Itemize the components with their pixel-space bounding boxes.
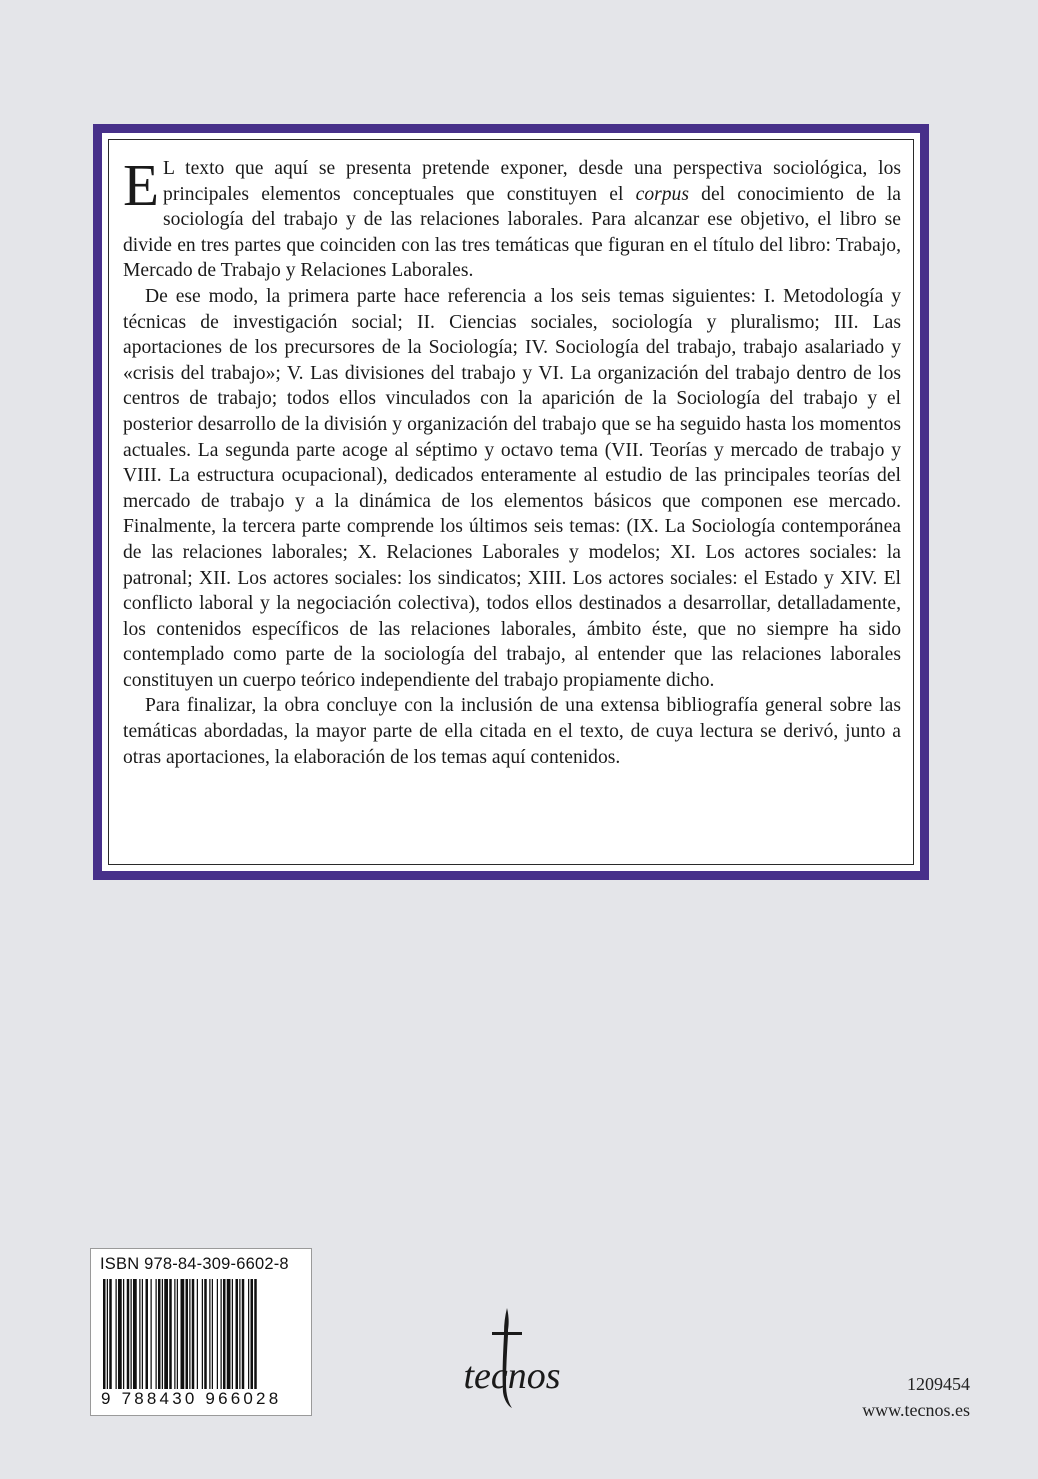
italic-word: corpus	[635, 183, 689, 205]
blurb-frame	[93, 124, 929, 880]
blurb-text-box	[108, 139, 914, 865]
blurb-frame-inner	[102, 133, 920, 871]
blurb-paragraph-3: Para finalizar, la obra concluye con la inclusión de una extensa bibliografía general sobre las temáticas abordadas, la mayor parte de ella citada en el texto, de cuya lectura se derivó, junto a otras aportaciones, la elaboración de los temas aquí contenidos.	[123, 695, 901, 768]
drop-cap: E	[123, 152, 160, 218]
paragraph-1-end: del conocimiento de la sociología del trabajo y de las relaciones laborales. Para alcanzar ese objetivo, el libro se divide en tres partes que coinciden con las tres temáticas que figuran en el título del libro: Trabajo, Mercado de Trabajo y Relaciones Laborales.	[123, 183, 901, 282]
blurb-paragraph-1	[123, 152, 901, 284]
isbn-label: ISBN 978-84-309-6602-8	[100, 1255, 289, 1273]
barcode-digits: 9 788430 966028	[101, 1389, 282, 1408]
publisher-url[interactable]: www.tecnos.es	[862, 1400, 970, 1420]
catalog-code: 1209454	[907, 1374, 970, 1394]
blurb-paragraph-2: De ese modo, la primera parte hace referencia a los seis temas siguientes: I. Metodología y técnicas de investigación social; II. Ciencias sociales, sociología y pluralismo; III. Las aportaciones de los precursores de la Sociología; IV. Sociología del trabajo, trabajo asalariado y «crisis del trabajo»; V. Las divisiones del trabajo y VI. La organización del trabajo dentro de los centros de trabajo; todos ellos vinculados con la aparición de la Sociología del trabajo y el posterior desarrollo de la división y organización del trabajo que se ha seguido hasta los momentos actuales. La segunda parte acoge al séptimo y octavo tema (VII. Teorías y mercado de trabajo y VIII. La estructura ocupacional), dedicados enteramente al estudio de las principales teorías del mercado de trabajo y a la dinámica de los elementos básicos que componen ese mercado. Finalmente, la tercera parte comprende los últimos seis temas: (IX. La Sociología contemporánea de las relaciones laborales; X. Relaciones Laborales y modelos; XI. Los actores sociales: la patronal; XII. Los actores sociales: los sindicatos; XIII. Los actores sociales: el Estado y XIV. El conflicto laboral y la negociación colectiva), todos ellos destinados a desarrollar, detalladamente, los contenidos específicos de las relaciones laborales, ámbito éste, que no siempre ha sido contemplado como parte de la sociología del trabajo, al entender que las relaciones laborales constituyen un cuerpo teórico independiente del trabajo propiamente dicho.	[123, 285, 901, 691]
tecnos-logo	[452, 1306, 572, 1416]
barcode-bars	[91, 1279, 311, 1407]
paragraph-1-text: L texto que aquí se presenta pretende exponer, desde una perspectiva sociológica, los principales elementos conceptuales que constituyen el	[163, 158, 901, 205]
svg-text:tecnos: tecnos	[463, 1355, 561, 1397]
barcode-block	[90, 1248, 312, 1416]
